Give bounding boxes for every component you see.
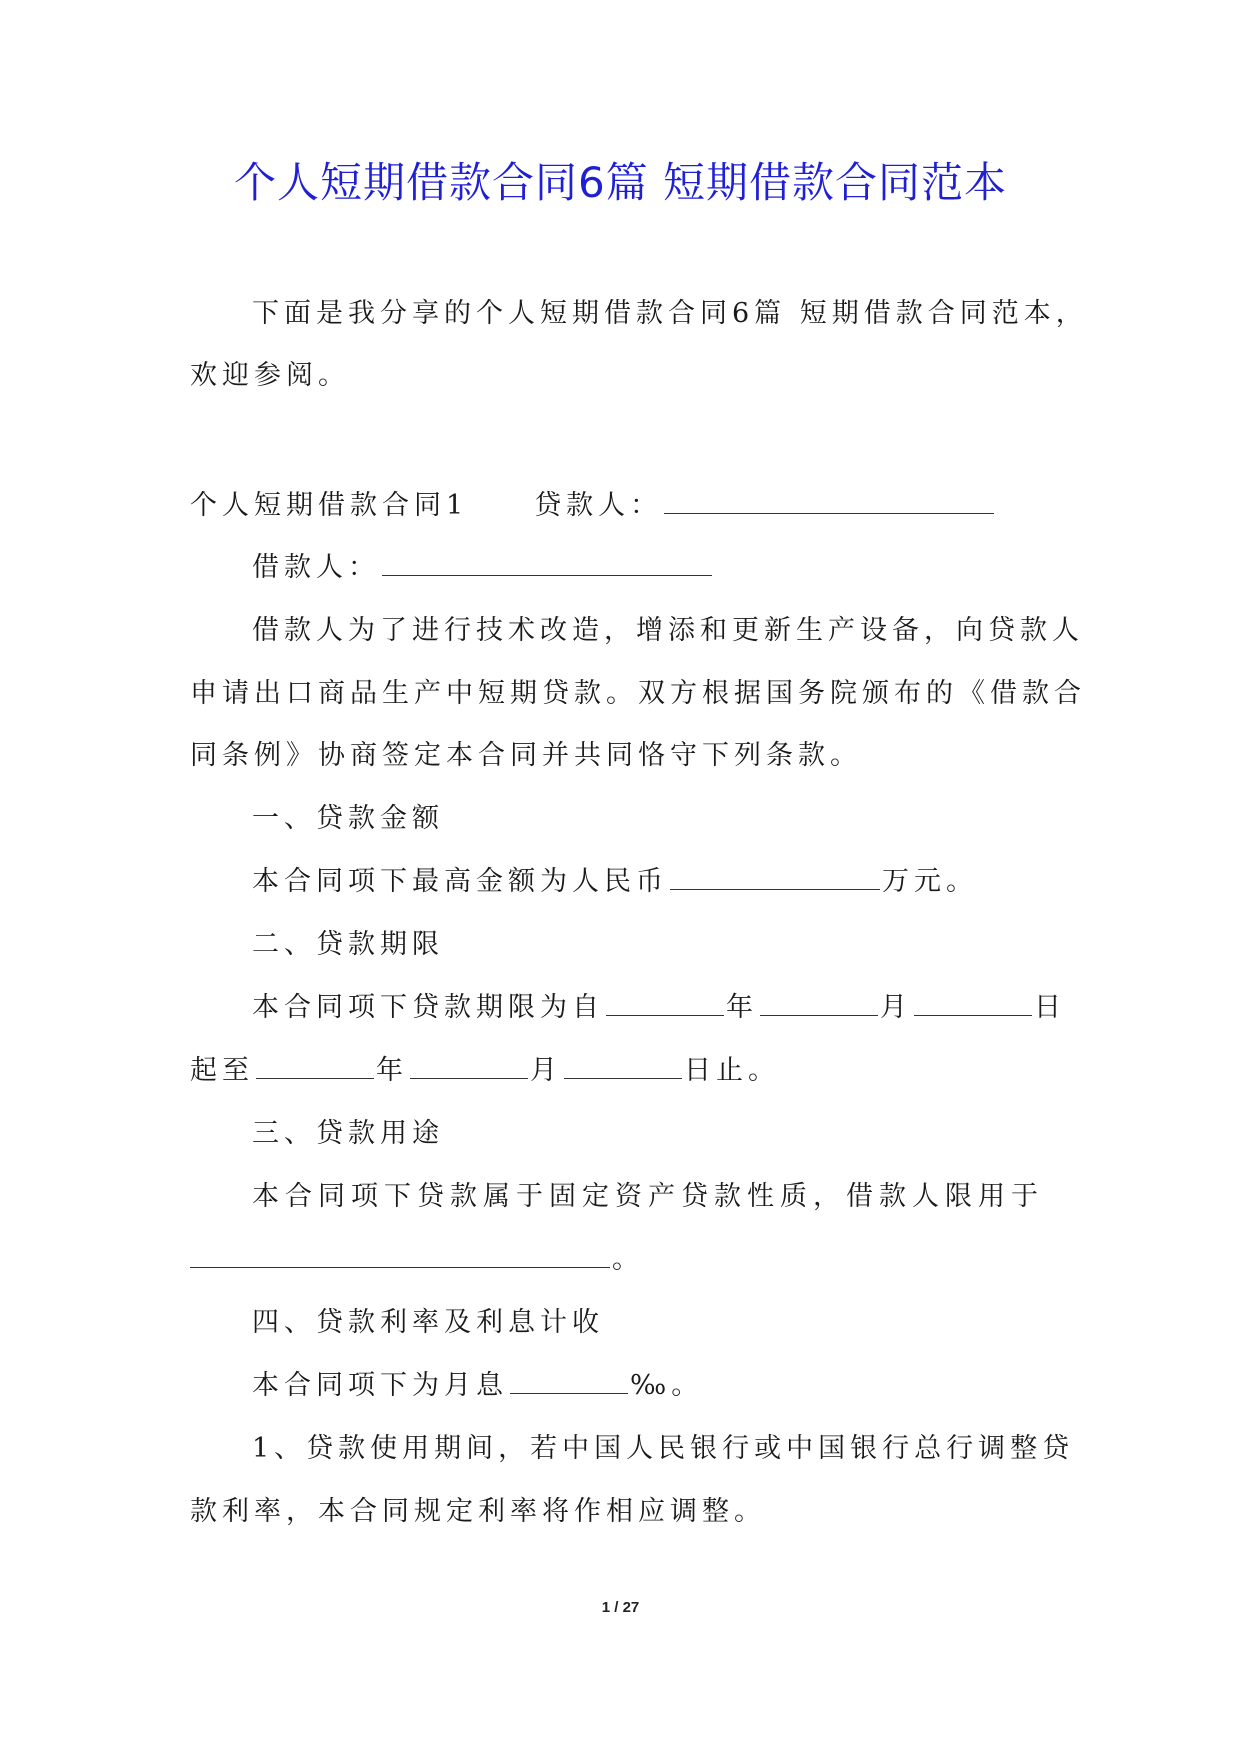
start-day-blank [914, 991, 1032, 1016]
interest-label: 本合同项下为月息 [252, 1370, 508, 1401]
section-3-heading: 三、贷款用途 [252, 1118, 444, 1149]
page-indicator: 1 / 27 [601, 1599, 640, 1616]
month-label: 月 [530, 1055, 562, 1086]
section-4-item-1-line-2: 款利率，本合同规定利率将作相应调整。 [190, 1496, 766, 1527]
preamble-line-2: 申请出口商品生产中短期贷款。双方根据国务院颁布的《借款合 [190, 678, 1086, 709]
lender-label: 贷款人： [534, 490, 663, 521]
month-label: 月 [880, 992, 912, 1023]
preamble-line-3: 同条例》协商签定本合同并共同恪守下列条款。 [190, 740, 862, 771]
purpose-blank [190, 1243, 610, 1268]
start-month-blank [760, 991, 878, 1016]
amount-blank [670, 865, 880, 890]
intro-line-1: 下面是我分享的个人短期借款合同6篇 短期借款合同范本， [252, 298, 1088, 329]
interest-blank [510, 1369, 628, 1394]
document-title: 个人短期借款合同6篇 短期借款合同范本 [233, 158, 1008, 207]
borrower-blank [382, 551, 712, 576]
section-1-heading: 一、贷款金额 [252, 803, 444, 834]
preamble-line-1: 借款人为了进行技术改造，增添和更新生产设备，向贷款人 [252, 615, 1084, 646]
contract-heading-line [190, 488, 996, 524]
borrower-line [252, 550, 714, 586]
term-end-label: 日止。 [684, 1055, 780, 1086]
day-label: 日 [1034, 992, 1066, 1023]
section-3-purpose-line [190, 1242, 644, 1278]
amount-unit: 万元。 [882, 866, 978, 897]
interest-unit: ‰。 [630, 1370, 704, 1401]
section-2-line-2 [190, 1053, 780, 1089]
end-day-blank [564, 1054, 682, 1079]
intro-line-2: 欢迎参阅。 [190, 360, 350, 391]
end-year-blank [256, 1054, 374, 1079]
end-month-blank [410, 1054, 528, 1079]
section-4-item-1-line-1: 1、贷款使用期间，若中国人民银行或中国银行总行调整贷 [252, 1433, 1075, 1464]
year-label: 年 [376, 1055, 408, 1086]
amount-label: 本合同项下最高金额为人民币 [252, 866, 668, 897]
lender-blank [664, 489, 994, 514]
year-label: 年 [726, 992, 758, 1023]
contract-heading: 个人短期借款合同1 [190, 490, 469, 521]
section-1-text [252, 864, 978, 900]
start-year-blank [606, 991, 724, 1016]
section-2-heading: 二、贷款期限 [252, 929, 444, 960]
section-3-text: 本合同项下贷款属于固定资产贷款性质，借款人限用于 [252, 1181, 1044, 1212]
section-4-text [252, 1368, 703, 1404]
term-to-label: 起至 [190, 1055, 254, 1086]
purpose-end: 。 [612, 1244, 644, 1275]
section-4-heading: 四、贷款利率及利息计收 [252, 1307, 604, 1338]
borrower-label: 借款人： [252, 552, 380, 583]
section-2-line-1 [252, 990, 1066, 1026]
term-from-label: 本合同项下贷款期限为自 [252, 992, 604, 1023]
